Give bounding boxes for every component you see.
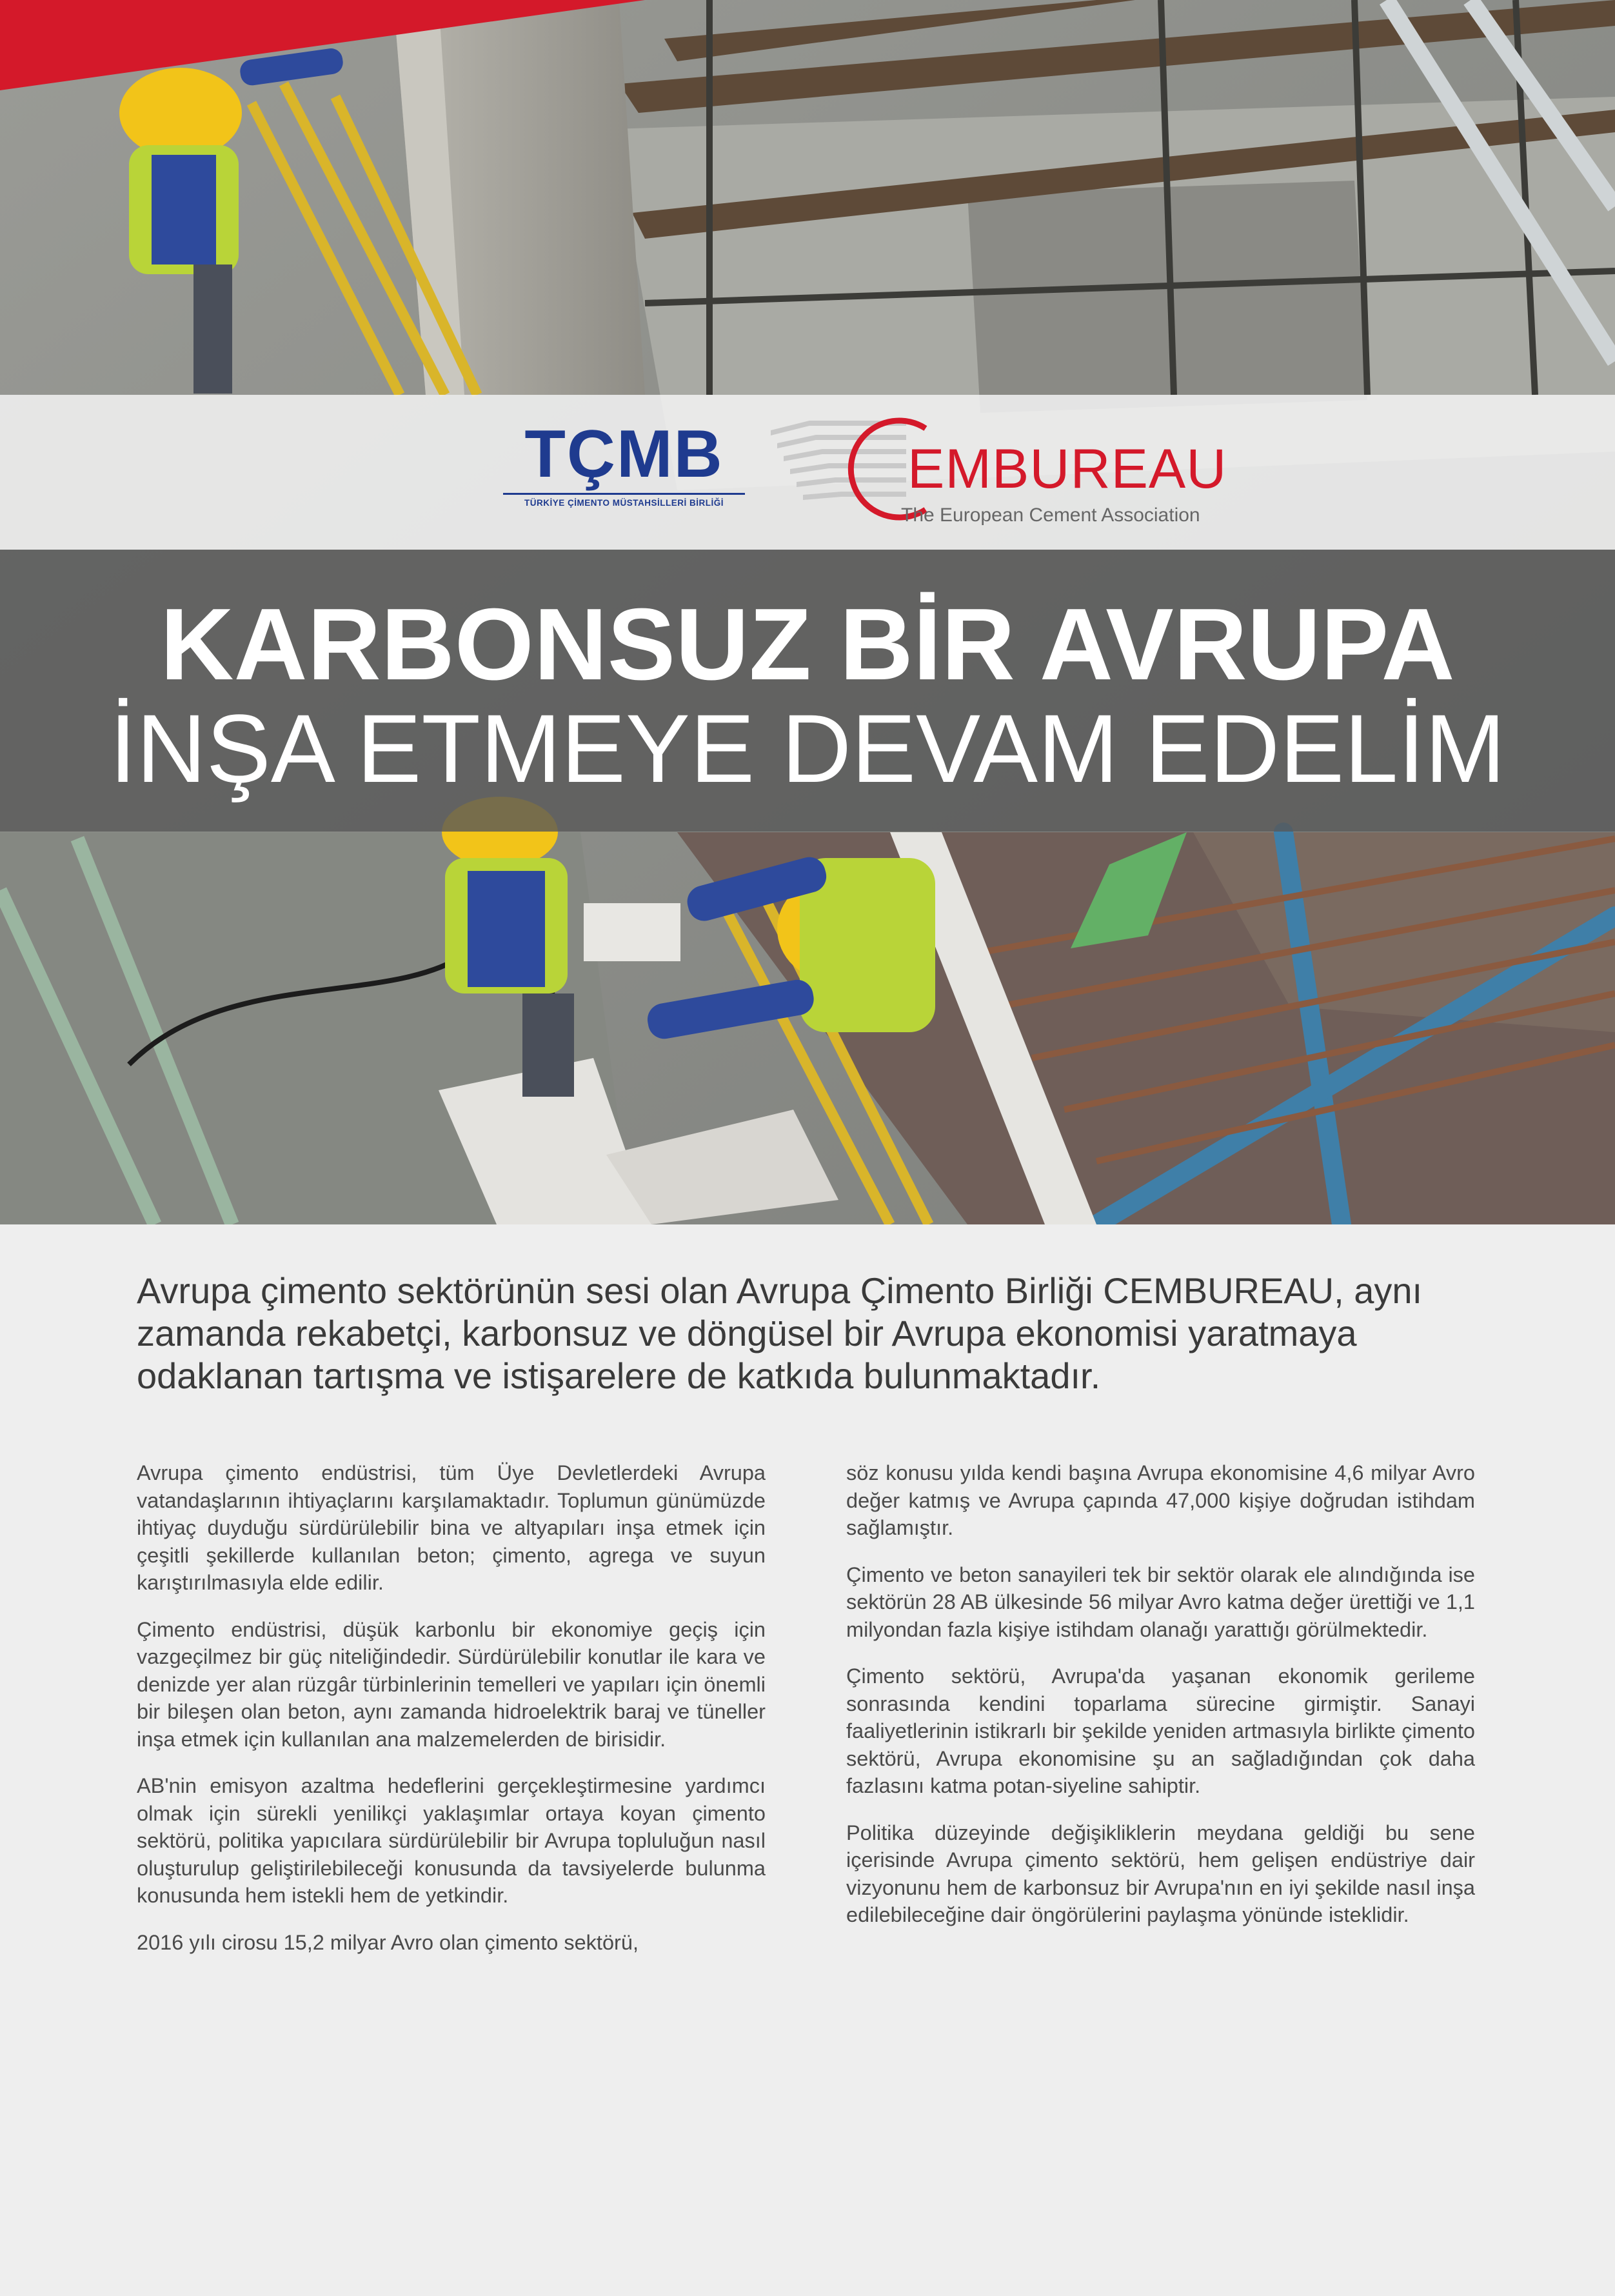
tcmb-logo: [503, 417, 745, 519]
paragraph: söz konusu yılda kendi başına Avrupa ekonomisine 4,6 milyar Avro değer katmış ve Avrupa çapında 47,000 kişiye doğrudan istihdam sağlamıştır.: [846, 1461, 1475, 1539]
tcmb-wordmark: TÇMB: [524, 417, 724, 492]
cembureau-logo: [771, 414, 1227, 527]
paragraph: 2016 yılı cirosu 15,2 milyar Avro olan çimento sektörü,: [137, 1930, 639, 1954]
paragraph: AB'nin emisyon azaltma hedeflerini gerçekleştirmesine yardımcı olmak için sürekli yenilikçi yaklaşımlar ortaya koyan çimento sektörü, politika yapıcılara sürdürülebilir bir Avrupa topluluğun nasıl oluşturulup geliştirilebileceği konusunda da tavsiyelerde bulunma konusunda hem istekli hem de yetkindir.: [137, 1774, 766, 1907]
text-column-right: [846, 1459, 1475, 1948]
paragraph: Politika düzeyinde değişikliklerin meydana geldiği bu sene içerisinde Avrupa çimento sektörü, hem gelişen endüstriye dair vizyonunu hem de karbonsuz bir Avrupa'nın en iyi şekilde nasıl inşa edilebileceğine dair öngörülerini paylaşma yönünde isteklidir.: [846, 1821, 1475, 1926]
cembureau-wordmark: EMBUREAU: [907, 438, 1227, 500]
paragraph: Avrupa çimento endüstrisi, tüm Üye Devletlerdeki Avrupa vatandaşlarının ihtiyaçlarını karşılamaktadır. Toplumun günümüzde ihtiyaç duyduğu sürdürülebilir bina ve altyapıları inşa etmek için çeşitli şekillerde kullanılan beton; çimento, agrega ve suyun karıştırılmasıyla elde edilir.: [137, 1461, 766, 1594]
tcmb-subtitle: TÜRKİYE ÇİMENTO MÜSTAHSİLLERİ BİRLİĞİ: [524, 498, 724, 508]
paragraph: Çimento ve beton sanayileri tek bir sektör olarak ele alındığında ise sektörün 28 AB ülkesinde 56 milyar Avro katma değer ürettiği ve 1,1 milyondan fazla kişiye istihdam olanağı yarattığı görülmektedir.: [846, 1562, 1475, 1641]
page-subtitle: İNŞA ETMEYE DEVAM EDELİM: [109, 694, 1506, 803]
logo-band: [0, 395, 1615, 550]
paragraph: Çimento endüstrisi, düşük karbonlu bir ekonomiye geçiş için vazgeçilmez bir güç niteliğindedir. Sürdürülebilir konutlar ile kara ve denizde yer alan rüzgâr türbinlerinin temelleri ve yapıları için önemli bir bileşen olan beton, aynı zamanda hidroelektrik baraj ve tüneller inşa etmek için kullanılan ana malzemelerden de birisidir.: [137, 1617, 766, 1751]
tcmb-divider: [503, 493, 745, 495]
title-band: [0, 550, 1615, 832]
red-corner-accent: [0, 0, 645, 90]
lead-paragraph: Avrupa çimento sektörünün sesi olan Avrupa Çimento Birliği CEMBUREAU, aynı zamanda rekabetçi, karbonsuz ve döngüsel bir Avrupa ekonomisi yaratmaya odaklanan tartışma ve istişarelere de katkıda bulunmaktadır.: [137, 1270, 1423, 1396]
paragraph: Çimento sektörü, Avrupa'da yaşanan ekonomik gerileme sonrasında kendini toparlama sürecine girmiştir. Sanayi faaliyetlerinin istikrarlı bir şekilde yeniden artmasıyla birlikte çimento sektörü, Avrupa ekonomisine şu an sağladığından çok daha fazlasını katma potan-siyeline sahiptir.: [846, 1664, 1475, 1797]
text-column-left: [137, 1459, 766, 1975]
cembureau-tagline: The European Cement Association: [901, 504, 1200, 526]
page-title: KARBONSUZ BİR AVRUPA: [160, 588, 1455, 701]
